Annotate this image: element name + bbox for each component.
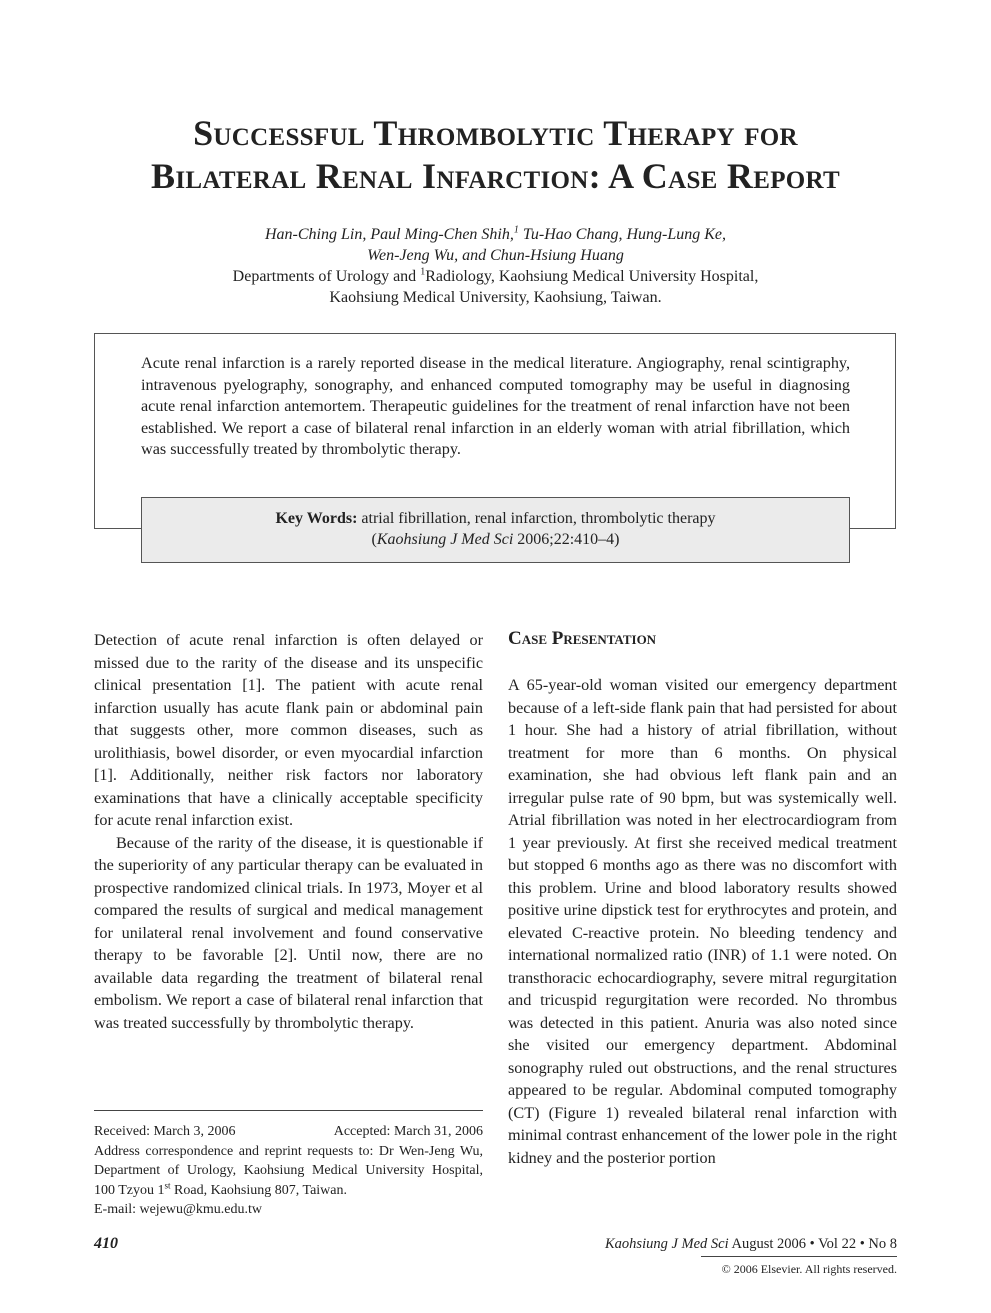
citation-rest: 2006;22:410–4) bbox=[513, 531, 620, 548]
intro-paragraph-2: Because of the rarity of the disease, it is questionable if the superiority of any particular therapy can be evaluated in prospective randomized clinical trials. In 1973, Moyer et al compared the results of surgical and medical management for unilateral renal involvement and found conservative therapy to be favorable [2]. Until now, there are no available data regarding the treatment of bilateral renal embolism. We report a case of bilateral renal infarction that was treated successfully by thrombolytic therapy. bbox=[94, 833, 483, 1032]
footnote-divider bbox=[94, 1110, 483, 1111]
section-heading-case-presentation: Case Presentation bbox=[508, 628, 657, 649]
received-date: Received: March 3, 2006 bbox=[94, 1124, 236, 1139]
affiliation-line-1 bbox=[60, 266, 931, 287]
affiliation-post: Radiology, Kaohsiung Medical University Hospital, bbox=[425, 268, 759, 285]
citation-journal: Kaohsiung J Med Sci bbox=[376, 531, 514, 548]
address-sup: st bbox=[164, 1179, 171, 1190]
correspondence-email[interactable]: E-mail: wejewu@kmu.edu.tw bbox=[94, 1202, 263, 1217]
page-number: 410 bbox=[94, 1235, 118, 1252]
citation-line bbox=[142, 529, 849, 550]
footnote-block bbox=[94, 1122, 483, 1220]
author-line-2: Wen-Jeng Wu, and Chun-Hsiung Huang bbox=[367, 247, 624, 264]
citation-open: ( bbox=[371, 531, 377, 548]
case-paragraph-1: A 65-year-old woman visited our emergency department because of a left-side flank pain that had persisted for about 1 hour. She had a history of atrial fibrillation, without treatment for more than 6 months. On physical examination, she had obvious left flank pain and an irregular pulse rate of 90 bpm, but was systemically well. Atrial fibrillation was noted in her electrocardiogram from 1 year previously. At first she received medical treatment but stopped 6 months ago as there was no discomfort with this problem. Urine and blood laboratory results showed positive urine dipstick test for erythrocytes and protein, and elevated C-reactive protein. No bleeding tendency and international normalized ratio (INR) of 1.1 were noted. On transthoracic echocardiography, severe mitral regurgitation and tricuspid regurgitation were recorded. No thrombus was detected in this patient. Anuria was also noted since she visited our emergency department. Abdominal sonography ruled out obstructions, and the renal structures appeared to be regular. Abdominal computed tomography (CT) (Figure 1) revealed bilateral renal infarction with minimal contrast enhancement of the lower pole in the right kidney and the posterior portion bbox=[508, 676, 897, 1167]
left-column bbox=[94, 629, 483, 1034]
correspondence-address bbox=[94, 1142, 483, 1201]
accepted-date: Accepted: March 31, 2006 bbox=[333, 1124, 483, 1139]
affiliation-sup: 1 bbox=[420, 266, 426, 278]
address-post: Road, Kaohsiung 807, Taiwan. bbox=[170, 1182, 347, 1198]
journal-issue: August 2006 • Vol 22 • No 8 bbox=[728, 1236, 897, 1252]
affiliation-line-2: Kaohsiung Medical University, Kaohsiung, Taiwan. bbox=[329, 289, 662, 306]
authors-part-1: Han-Ching Lin, Paul Ming-Chen Shih, bbox=[264, 226, 514, 243]
title-line-1: Successful Thrombolytic Therapy for bbox=[193, 113, 798, 153]
keywords-text: atrial fibrillation, renal infarction, thrombolytic therapy bbox=[357, 510, 716, 527]
copyright-divider bbox=[701, 1256, 897, 1257]
author-block bbox=[60, 224, 931, 308]
authors-part-2: Tu-Hao Chang, Hung-Lung Ke, bbox=[518, 226, 726, 243]
intro-paragraph-1: Detection of acute renal infarction is often delayed or missed due to the rarity of the disease and its unspecific clinical presentation [1]. The patient with acute renal infarction usually has acute flank pain or abdominal pain that suggests other, more common diseases, such as urolithiasis, bowel disorder, or even myocardial infarction [1]. Additionally, neither risk factors nor laboratory examinations that have a clinically acceptable specificity for acute renal infarction exist. bbox=[94, 631, 483, 829]
address-pre: Address correspondence and reprint requests to: Dr Wen-Jeng Wu, Department of Urology, Kaohsiung Medical University Hospital, 100 Tzyou 1 bbox=[94, 1143, 483, 1198]
title-line-2: Bilateral Renal Infarction: A Case Report bbox=[151, 156, 840, 196]
author-line-1 bbox=[60, 224, 931, 245]
abstract-text: Acute renal infarction is a rarely reported disease in the medical literature. Angiography, renal scintigraphy, intravenous pyelography, sonography, and enhanced computed tomography may be useful in diagnosing acute renal infarction antemortem. Therapeutic guidelines for the treatment of renal infarction have not been established. We report a case of bilateral renal infarction in an elderly woman with atrial fibrillation, which was successfully treated by thrombolytic therapy. bbox=[141, 354, 850, 459]
keywords-label: Key Words: bbox=[275, 510, 358, 527]
copyright-notice: © 2006 Elsevier. All rights reserved. bbox=[721, 1262, 897, 1276]
keywords-line bbox=[142, 508, 849, 529]
article-title bbox=[60, 112, 931, 198]
author-affil-sup: 1 bbox=[513, 224, 519, 236]
journal-info bbox=[605, 1236, 897, 1253]
keywords-box bbox=[141, 497, 850, 563]
journal-name: Kaohsiung J Med Sci bbox=[605, 1236, 729, 1252]
right-column bbox=[508, 674, 897, 1169]
dates-row bbox=[94, 1122, 483, 1142]
affiliation-pre: Departments of Urology and bbox=[232, 268, 421, 285]
